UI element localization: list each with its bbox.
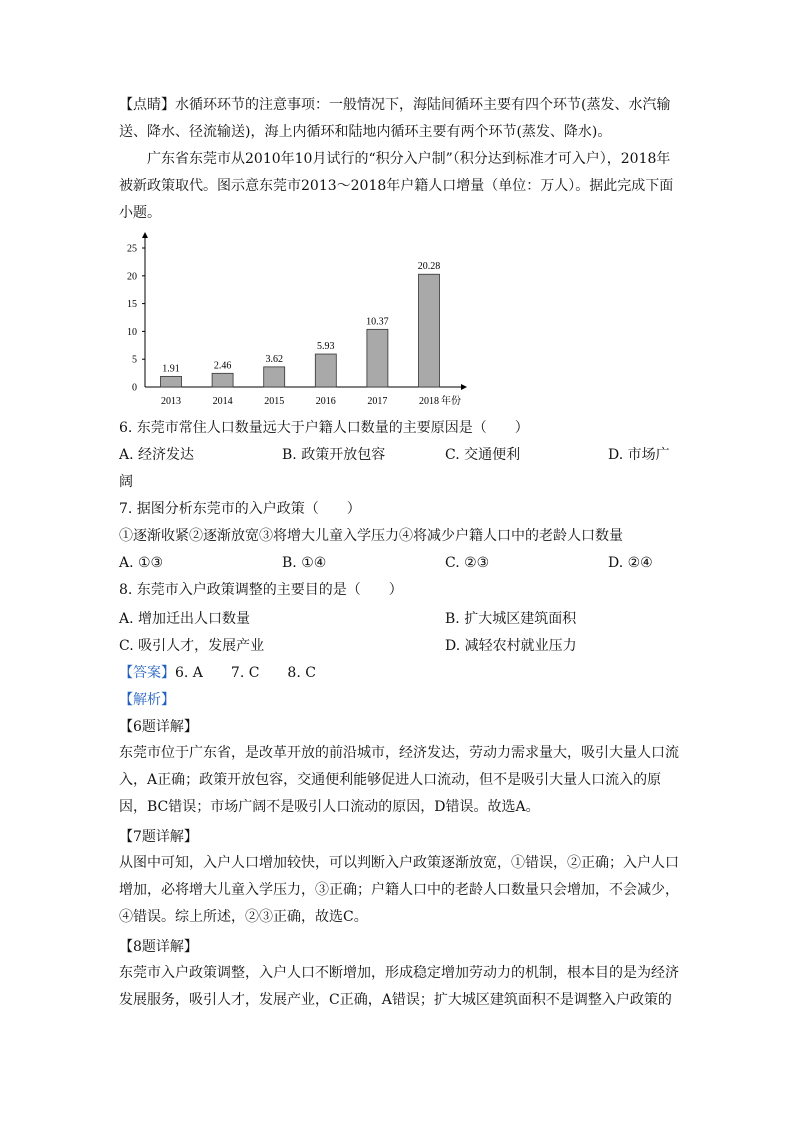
x-tick-label: 2015 [264,396,285,407]
y-tick-label: 20 [127,271,137,283]
x-tick-label: 2016 [315,396,336,407]
bar [161,376,182,387]
q7-option-d: D. ②④ [608,555,653,571]
x-tick-label: 2018 [419,396,439,407]
q7-detail-title: 【7题详解】 [119,829,198,845]
x-tick-label: 2017 [367,396,388,407]
tip-text: 水循环环节的注意事项：一般情况下，海陆间循环主要有四个环节(蒸发、水汽输送、降水、径流输送)，海上内循环和陆地内循环主要有两个环节(蒸发、降水)。 [119,97,671,140]
y-axis-arrow [142,232,148,238]
q8-stem: 8. 东莞市入户政策调整的主要目的是（ ） [119,582,403,598]
intro-paragraph: 广东省东莞市从2010年10月试行的“积分入户制”（积分达到标准才可入户），2018年被新政策取代。图示意东莞市2013～2018年户籍人口增量（单位：万人）。据此完成下面小题。 [119,151,674,221]
answer-text: 6. A 7. C 8. C [175,665,316,681]
x-axis-label: 年份 [441,396,461,407]
q6-option-d: D. 市场广 [608,447,670,463]
value-label: 3.62 [265,353,283,365]
q8-detail-text: 东莞市入户政策调整，入户人口不断增加，形成稳定增加劳动力的机制，根本目的是为经济发展服务，吸引人才，发展产业，C正确，A错误；扩大城区建筑面积不是调整入户政策的 [119,965,679,1008]
value-label: 10.37 [366,316,389,328]
answer-line [119,663,316,683]
x-tick-label: 2014 [212,396,233,407]
q7-option-a: A. ①③ [119,555,164,571]
q6-option-c: C. 交通便利 [445,447,521,463]
q6-stem: 6. 东莞市常住人口数量远大于户籍人口数量的主要原因是（ ） [119,420,529,436]
y-tick-label: 15 [127,299,137,311]
answer-label: 【答案】 [119,665,175,681]
y-ticks [127,244,145,394]
bar [367,329,388,387]
y-tick-label: 0 [132,382,137,394]
q7-option-c: C. ②③ [445,555,490,571]
q6-detail-text: 东莞市位于广东省，是改革开放的前沿城市，经济发达，劳动力需求量大，吸引大量人口流入，A正确；政策开放包容，交通便利能够促进人口流动，但不是吸引大量人口流入的原因，BC错误；市场广阔不是吸引人口流动的原因，D错误。故选A。 [119,745,679,815]
value-label: 20.28 [417,261,441,273]
analysis-label: 【解析】 [119,692,175,708]
q6-option-d-continued: 阔 [119,474,133,490]
x-axis-arrow [461,384,467,390]
q8-option-d: D. 减轻农村就业压力 [445,638,577,654]
q6-option-b: B. 政策开放包容 [282,447,386,463]
q7-option-b: B. ①④ [282,555,327,571]
bars [161,274,440,387]
q8-option-c: C. 吸引人才，发展产业 [119,638,265,654]
household-population-chart [117,230,477,410]
q7-stem: 7. 据图分析东莞市的入户政策（ ） [119,501,361,517]
value-label: 2.46 [213,360,232,372]
x-tick-label: 2013 [161,396,181,407]
bar [419,274,440,387]
tip-paragraph [119,92,679,146]
value-labels [162,261,440,374]
bar [212,373,233,387]
q8-option-b: B. 扩大城区建筑面积 [445,611,577,627]
q7-detail-text: 从图中可知，入户人口增加较快，可以判断入户政策逐渐放宽，①错误，②正确；入户人口增加，必将增大儿童入学压力，③正确；户籍人口中的老龄人口数量只会增加，不会减少，④错误。综上所述，②③正确，故选C。 [119,855,679,925]
bar [264,367,285,387]
y-tick-label: 10 [127,326,137,338]
q7-items: ①逐渐收紧②逐渐放宽③将增大儿童入学压力④将减少户籍人口中的老龄人口数量 [119,528,623,544]
q8-option-a: A. 增加迁出人口数量 [119,611,251,627]
q6-detail-title: 【6题详解】 [119,719,198,735]
q6-option-a: A. 经济发达 [119,447,195,463]
bar [315,354,336,387]
y-tick-label: 25 [127,243,137,255]
q8-detail-title: 【8题详解】 [119,939,198,955]
tip-label: 【点睛】 [119,97,175,113]
x-ticks [161,396,439,407]
value-label: 5.93 [317,341,335,353]
y-tick-label: 5 [132,354,137,366]
value-label: 1.91 [162,363,180,375]
